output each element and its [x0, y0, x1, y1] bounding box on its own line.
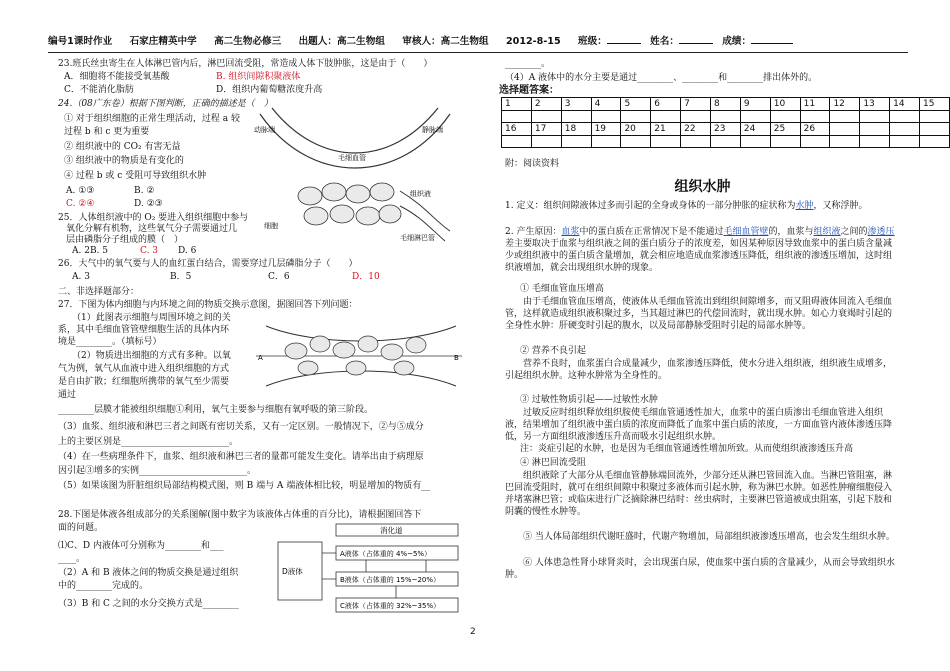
fig3-b: B液体（占体重的 15%~20%） [340, 576, 441, 584]
fig3-d: D液体 [282, 567, 303, 576]
q24-4: ④ 过程 b 或 c 受阻可导致组织水肿 [64, 171, 207, 181]
q24-opt-a: A. ①③ [66, 186, 95, 196]
q27-2d: 通过 [58, 390, 77, 400]
q24-1b: 过程 b 和 c 更为重要 [64, 127, 150, 137]
q28: 28.下图是体液各组成部分的关系图解(图中数字为该液体占体重的百分比)，请根据图回答下 [58, 510, 422, 520]
class-blank[interactable] [607, 34, 641, 44]
header-subject: 高二生物必修三 [214, 36, 282, 47]
link-tissue-fluid[interactable]: 组织液 [813, 227, 841, 237]
q27-2b: 气为例，氧气从血液中进入组织细胞的方式 [58, 364, 230, 374]
body-fluid-diagram [276, 522, 462, 624]
q27-4b: 因引起③增多的实例________________________。 [58, 466, 257, 476]
body-fluid-figure [276, 522, 462, 624]
link-plasma[interactable]: 血浆 [561, 227, 580, 237]
link-edema[interactable]: 水肿 [795, 201, 814, 211]
q27-3: （3）血浆、组织液和淋巴三者之间既有密切关系，又有一定区别。一般情况下，②与⑤成分 [58, 422, 424, 432]
answer-title: 选择题答案： [499, 85, 559, 96]
header-no: 编号1课时作业 [48, 36, 113, 47]
capillary-figure [250, 96, 460, 246]
link-capillary-wall[interactable]: 毛细血管壁 [723, 227, 769, 237]
q28-2b: 中的________完成的。 [58, 581, 149, 591]
name-blank[interactable] [679, 34, 713, 44]
q26-a: A. 3 [72, 272, 90, 282]
q26: 26．大气中的氧气要与人的血红蛋白结合，需要穿过几层磷脂分子（ ） [58, 259, 358, 269]
q27-2: （2）物质进出细胞的方式有多种。以氧 [72, 351, 231, 361]
q26-c: C．6 [268, 272, 290, 282]
q27-1b: 系，其中毛细血管管壁细胞生活的具体内环 [58, 325, 230, 335]
q23-a: A．细胞将不能接受氧基酸 [64, 72, 170, 82]
q23-d: D．组织内葡萄糖浓度升高 [216, 85, 323, 95]
cause-3-title: ③ 过敏性物质引起——过敏性水肿 [520, 395, 658, 405]
cause-3-text: 过敏反应时组织释放组织胺使毛细血管通透性加大，血浆中的蛋白质渗出毛细血管进入组织液，结果增加了组织液中蛋白质的浓度而降低了血浆中蛋白质的浓度，一方面血管内液体渗透压降低，另一方面组织液渗透压升高而吸水引起组织水肿。 [505, 408, 893, 443]
fig3-a: A液体（占体重的 4%~5%） [340, 550, 432, 558]
q24-opt-d: D. ②③ [134, 199, 163, 209]
capillary-diagram [250, 96, 460, 246]
q25-opt-ab: A. 2B. 5 [72, 246, 109, 256]
q23-b: B. 组织间隙积聚液体 [216, 72, 301, 82]
page-header [48, 34, 908, 53]
fig1-label-vein: 静脉端 [422, 126, 443, 134]
q27-4: （4）在一些病理条件下，血浆、组织液和淋巴三者的量都可能发生变化。请举出由于病理原 [58, 452, 424, 462]
appendix-label: 附：阅读资料 [505, 159, 560, 169]
link-osmotic-pressure[interactable]: 渗透压 [867, 227, 895, 237]
q28-1b: ____。 [58, 554, 86, 564]
fig1-label-cell: 细胞 [264, 222, 278, 230]
cause-4-text: 组织液除了大部分从毛细血管静脉端回流外，少部分还从淋巴管回流入血。当淋巴管阻塞，淋巴回流受阻时，就可在组织间隙中积聚过多液体而引起水肿，称为淋巴水肿。如恶性肿瘤细胞侵入并堵塞淋巴管；或临床进行广泛摘除淋巴结时：丝虫病时，主要淋巴管道被成虫阻塞，引起下肢和阴囊的慢性水肿等。 [505, 471, 893, 518]
cause-6-text: ⑥ 人体患急性肾小球肾炎时，会出现蛋白尿，使血浆中蛋白质的含量减少，从而会导致组织水肿。 [505, 558, 895, 581]
q28-b: 面的问题。 [58, 523, 104, 533]
q28-1: ⑴C、D 内液体可分别称为________和___ [58, 541, 224, 551]
fig3-digest: 消化道 [380, 526, 403, 535]
reading-title: 组织水肿 [674, 179, 731, 195]
q28-4: （4）A 液体中的水分主要是通过________、________和________排出体外的。 [505, 73, 818, 83]
header-name-label: 姓名： [650, 36, 679, 47]
fig1-label-artery: 动脉端 [254, 126, 275, 134]
q23: 23.班氏丝虫寄生在人体淋巴管内后，淋巴回流受阻，常造成人体下肢肿胀，这是由于（ ） [58, 59, 433, 69]
q25-opt-c: C. 3 [140, 246, 159, 256]
q25-b: 氧化分解有机物，这些氧气分子需要通过几 [66, 224, 238, 234]
q25: 25．人体组织液中的 O₂ 要进入组织细胞中参与 [58, 213, 249, 223]
answer-row-numbers-2: 16 17 18 19 20 21 22 23 24 25 26 [502, 123, 950, 136]
definition-para: 1. 定义：组织间隙液体过多而引起的全身或身体的一部分肿胀的症状称为水肿，又称浮肿。 [505, 201, 868, 211]
page-number: 2 [470, 627, 476, 637]
q27-2e: ________层膜才能被组织细胞①利用，氧气主要参与细胞有氧呼吸的第三阶段。 [58, 405, 374, 415]
cell-exchange-figure [256, 306, 462, 398]
cause-5-text: ⑤ 当人体局部组织代谢旺盛时，代谢产物增加，局部组织液渗透压增高，也会发生组织水肿。 [523, 532, 895, 542]
q24: 24.（08广东卷）根据下图判断，正确的描述是（ ） [58, 99, 273, 109]
answer-table [501, 97, 950, 148]
q24-3: ③ 组织液中的物质是有变化的 [64, 156, 184, 166]
q27-1c: 境是________。（填标号） [58, 337, 162, 347]
q24-opt-b: B. ② [134, 186, 155, 196]
q25-opt-d: D. 6 [178, 246, 197, 256]
q24-opt-c: C. ②④ [66, 199, 95, 209]
cell-exchange-diagram [256, 306, 462, 398]
header-reviewer: 审核人：高二生物组 [402, 36, 489, 47]
q28-2: （2）A 和 B 液体之间的物质交换是通过组织 [58, 568, 239, 578]
fig1-label-tissue-fluid: 组织液 [410, 190, 431, 198]
cause-2-text: 营养不良时，血浆蛋白合成量减少，血浆渗透压降低，使水分进入组织液，组织液生成增多，引起组织水肿。这种水肿常为全身性的。 [505, 359, 893, 382]
q27: 27．下图为体内细胞与内环境之间的物质交换示意图，据图回答下列问题： [58, 300, 358, 310]
cause-2-title: ② 营养不良引起 [520, 346, 586, 356]
section-2: 二、非选择题部分： [58, 287, 140, 297]
q27-1: （1）此图表示细胞与周围环境之间的关 [72, 313, 231, 323]
cause-1-text: 由于毛细血管血压增高，使液体从毛细血管流出到组织间隙增多，而又阻碍液体回流入毛细血管，这样就造成组织液积聚过多，当其超过淋巴的代偿回流时，就出现水肿。如心力衰竭时引起的全身性水肿：肝硬变时引起的腹水，以及局部静脉受阻时引起的局部水肿等。 [505, 297, 893, 332]
q24-1: ① 对于组织细胞的正常生理活动，过程 a 较 [64, 114, 240, 124]
q27-2c: 是自由扩散；红细胞所携带的氧气至少需要 [58, 377, 230, 387]
answer-row-blank-2[interactable] [502, 136, 950, 148]
fig1-label-lymph: 毛细淋巴管 [400, 234, 435, 242]
q28-3: （3）B 和 C 之间的水分交换方式是________ [58, 599, 239, 609]
cause-para: 2. 产生原因：血浆中的蛋白质在正常情况下是不能通过毛细血管壁的，血浆与组织液之间的渗透压差主要取决于血浆与组织液之间的蛋白质分子的浓度差，如因某种原因导致血浆中的蛋白质含量减少或组织液中的蛋白质含量增加，就会相应地造成血浆渗透压降低，组织液的渗透压增加，这时组织液增加，就会出现组织水肿的现象。 [505, 227, 895, 274]
q27-3b: 上的主要区别是________________________。 [58, 437, 239, 447]
q27-5: （5）如果该图为肝脏组织局部结构模式图，则 B 端与 A 端液体相比较，明显增加的物质有__ [58, 481, 431, 491]
q24-2: ② 组织液中的 CO₂ 有害无益 [64, 142, 181, 152]
header-date: 2012-8-15 [505, 36, 561, 47]
cause-1-title: ① 毛细血管血压增高 [520, 284, 604, 294]
header-score-label: 成绩： [722, 36, 752, 47]
q27-5-cont: ________。 [505, 59, 551, 69]
fig1-label-capillary: 毛细血管 [338, 154, 366, 162]
q23-c: C．不能消化脂肪 [64, 85, 134, 95]
svg-text:B: B [454, 354, 459, 362]
fig3-c: C液体（占体重的 32%~35%） [340, 602, 441, 610]
header-author: 出题人：高二生物组 [298, 36, 385, 47]
answer-row-blank-1[interactable] [502, 111, 950, 123]
score-blank[interactable] [751, 34, 793, 44]
header-school: 石家庄精英中学 [129, 36, 197, 47]
header-class-label: 班级： [578, 36, 607, 47]
cause-4-title: ④ 淋巴回流受阻 [520, 458, 586, 468]
q26-d: D．10 [352, 272, 380, 282]
svg-text:A: A [258, 354, 263, 362]
cause-3-note: 注：炎症引起的水肿，也是因为毛细血管通透性增加所致。从而使组织液渗透压升高 [520, 444, 854, 454]
q25-c: 层由磷脂分子组成的膜（ ） [66, 235, 184, 245]
q26-b: B．5 [170, 272, 192, 282]
answer-row-numbers-1: 1 2 3 4 5 6 7 8 9 10 11 12 13 14 15 [502, 98, 950, 111]
